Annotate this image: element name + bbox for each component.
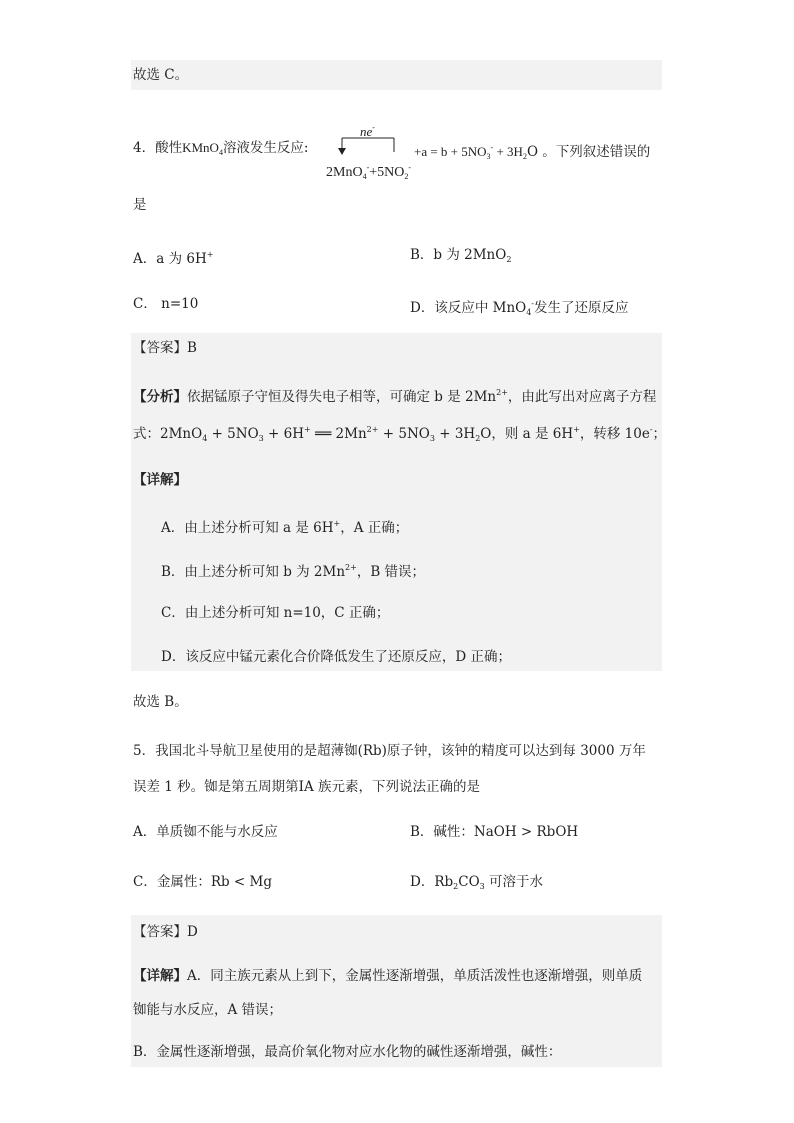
q5-option-c: C．金属性：Rb < Mg <box>133 874 272 890</box>
q4-option-d: D．该反应中 MnO$_4$-发生了还原反应 <box>410 299 629 317</box>
q5-answer: 【答案】D <box>133 924 198 940</box>
q4-analysis-2: 式：$2MnO_4 + 5NO_3 + 6H^+$ ══ $2Mn^{2+} + 5NO_3 + 3H_2O$，则 a 是 6H+，转移 10e-； <box>133 425 667 443</box>
q5-option-b: B．碱性：NaOH > RbOH <box>410 824 579 840</box>
q4-stem-pre: 4．酸性 <box>133 140 183 156</box>
q4-stem-tail: 是 <box>133 197 147 213</box>
q4-option-c: C． n=10 <box>133 296 199 312</box>
q4-option-a: A．a 为 6H+ <box>133 250 214 267</box>
electron-label: ne- <box>360 123 375 139</box>
q5-option-d: D．$Rb_2CO_3$ 可溶于水 <box>410 874 544 891</box>
q4-analysis-1: 【分析】依据锰原子守恒及得失电子相等，可确定 b 是 $2Mn^{2+}$，由此写出对应离子方程 <box>133 388 657 405</box>
q4-conclusion: 故选 B。 <box>133 694 188 710</box>
q4-kmno4: KMnO$_4$ <box>182 140 223 157</box>
q5-detail-a2: 铷能与水反应，A 错误； <box>133 1002 283 1018</box>
q5-option-a: A．单质铷不能与水反应 <box>133 824 278 840</box>
q4-stem-mid: 溶液发生反应: <box>222 140 309 156</box>
q5-stem-1: 5．我国北斗导航卫星使用的是超薄铷(Rb)原子钟，该钟的精度可以达到每 3000 万年 <box>133 743 646 759</box>
q4-detail-label: 【详解】 <box>133 472 187 488</box>
q5-detail-b: B．金属性逐渐增强，最高价氧化物对应水化物的碱性逐渐增强，碱性： <box>133 1044 562 1060</box>
q4-answer: 【答案】B <box>133 340 197 356</box>
q4-detail-c: C．由上述分析可知 n=10，C 正确； <box>161 605 390 621</box>
q3-conclusion: 故选 C。 <box>133 67 189 83</box>
q4-detail-d: D．该反应中锰元素化合价降低发生了还原反应，D 正确； <box>161 649 511 665</box>
q4-equation-rest: $+a = b + 5NO_3^- + 3H_2O$ 。下列叙述错误的 <box>414 143 651 161</box>
q4-stem-start <box>133 138 309 163</box>
q4-detail-b: B．由上述分析可知 b 为 $2Mn^{2+}$，B 错误； <box>161 563 426 580</box>
q4-detail-a: A．由上述分析可知 a 是 6H+，A 正确； <box>161 519 409 536</box>
q5-detail-a1: 【详解】A．同主族元素从上到下，金属性逐渐增强，单质活泼性也逐渐增强，则单质 <box>133 968 643 984</box>
shade-q3-conclusion <box>131 60 662 90</box>
q5-stem-2: 误差 1 秒。铷是第五周期第ⅠA 族元素，下列说法正确的是 <box>133 779 481 795</box>
q4-option-b: B．b 为 2MnO$_2$ <box>410 247 512 264</box>
q4-reactants: $2MnO_4^-+5NO_2^-$ <box>326 163 412 181</box>
